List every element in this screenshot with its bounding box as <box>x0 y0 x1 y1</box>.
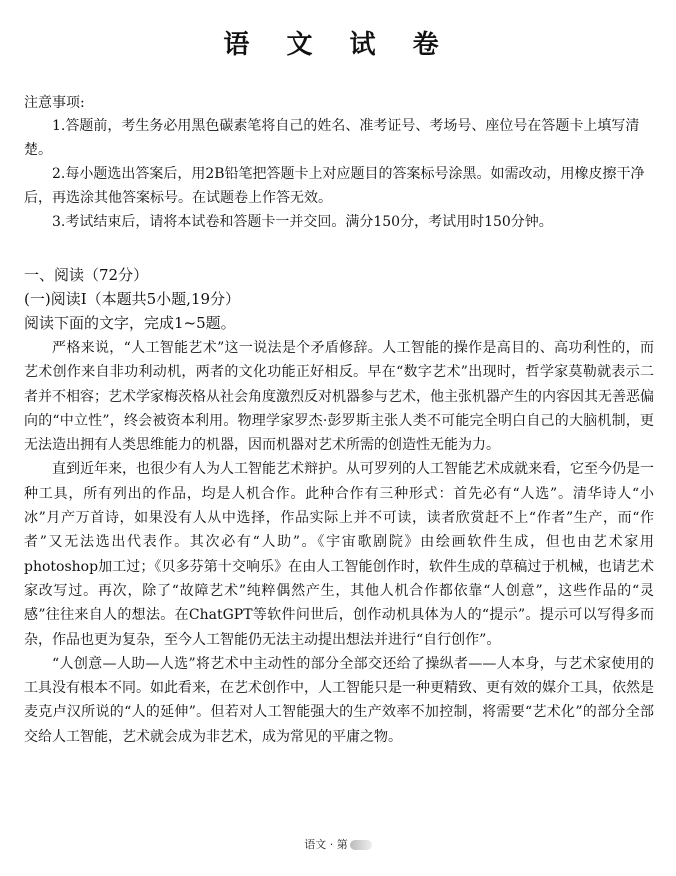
page-number-blur <box>350 840 372 850</box>
page-title: 语 文 试 卷 <box>223 30 453 60</box>
passage-paragraph: 严格来说，“人工智能艺术”这一说法是个矛盾修辞。人工智能的操作是高目的、高功利性的，而艺术创作来自非功利动机，两者的文化功能正好相反。早在“数字艺术”出现时，哲学家莫勒就表示二者并不相容；艺术学家梅茨格从社会角度激烈反对机器参与艺术，他主张机器产生的内容因其无善恶偏向的“中立性”，终会被资本利用。物理学家罗杰·彭罗斯主张人类不可能完全明白自己的大脑机制，更无法造出拥有人类思维能力的机器，因而机器对艺术所需的创造性无能为力。 <box>24 340 654 454</box>
passage-paragraph: 直到近年来，也很少有人为人工智能艺术辩护。从可罗列的人工智能艺术成就来看，它至今仍是一种工具，所有列出的作品，均是人机合作。此种合作有三种形式：首先必有“人选”。清华诗人“小冰”月产万首诗，如果没有人从中选择，作品实际上并不可读，读者欣赏赶不上“作者”生产，而“作者”又无法选出代表作。其次必有“人助”。《宇宙歌剧院》由绘画软件生成，但也由艺术家用photoshop加工过；《贝多芬第十交响乐》在由人工智能创作时，软件生成的草稿过于机械，也请艺术家改写过。再次，除了“故障艺术”纯粹偶然产生，其他人机合作都依靠“人创意”，这些作品的“灵感”往往来自人的想法。在ChatGPT等软件问世后，创作动机具体为人的“提示”。提示可以写得多而杂，作品也更为复杂，至今人工智能仍无法主动提出想法并进行“自行创作”。 <box>24 461 654 648</box>
page-footer <box>0 836 676 852</box>
passage-paragraph: “人创意—人助—人选”将艺术中主动性的部分全部交还给了操纵者——人本身，与艺术家使用的工具没有根本不同。如此看来，在艺术创作中，人工智能只是一种更精致、更有效的媒介工具，依然是麦克卢汉所说的“人的延伸”。但若对人工智能强大的生产效率不加控制，将需要“艺术化”的部分全部交给人工智能，艺术就会成为非艺术，成为常见的平庸之物。 <box>24 655 654 745</box>
notice-heading: 注意事项: <box>24 95 85 111</box>
notice-item: 2.每小题选出答案后，用2B铅笔把答题卡上对应题目的答案标号涂黑。如需改动，用橡皮擦干净后，再选涂其他答案标号。在试题卷上作答无效。 <box>24 166 645 206</box>
notice-item: 3.考试结束后，请将本试卷和答题卡一并交回。满分150分，考试用时150分钟。 <box>52 214 553 230</box>
notice-item: 1.答题前，考生务必用黑色碳素笔将自己的姓名、准考证号、考场号、座位号在答题卡上填写清楚。 <box>24 118 640 158</box>
reading-passage <box>24 336 654 749</box>
reading-instruction: 阅读下面的文字，完成1~5题。 <box>24 314 236 332</box>
subsection-heading: (一)阅读Ⅰ（本题共5小题,19分） <box>24 290 241 308</box>
notice-list <box>24 114 654 234</box>
section-heading: 一、阅读（72分） <box>24 266 149 284</box>
footer-label: 语文 · 第 <box>304 838 348 851</box>
